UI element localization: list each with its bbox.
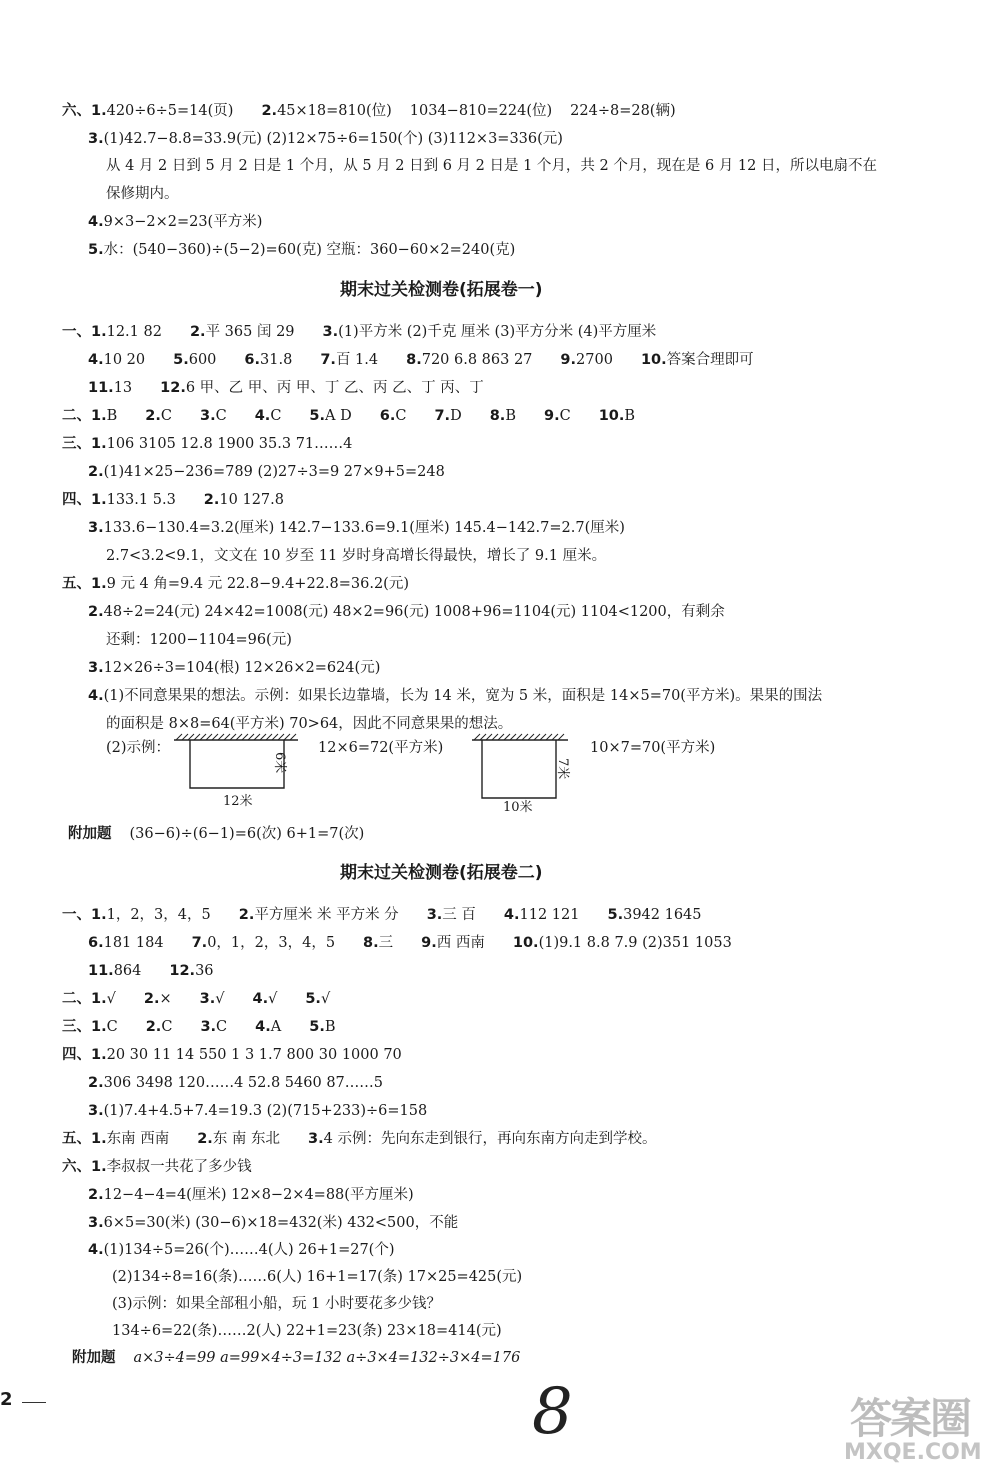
answer-line: 5.水：(540−360)÷(5−2)=60(克) 空瓶：360−60×2=240(克) — [88, 242, 516, 258]
answer-line: 二、1.√ 2.× 3.√ 4.√ 5.√ — [62, 991, 331, 1007]
answer-line: 6.181 184 7.0，1，2，3，4，5 8.三 9.西 西南 10.(1)9.1 8.8 7.9 (2)351 1053 — [88, 935, 732, 951]
answer-line: 3.133.6−130.4=3.2(厘米) 142.7−133.6=9.1(厘米) 145.4−142.7=2.7(厘米) — [88, 520, 625, 536]
answer-line: 3.(1)42.7−8.8=33.9(元) (2)12×75÷6=150(个) (3)112×3=336(元) — [88, 131, 563, 147]
answer-line: 3.12×26÷3=104(根) 12×26×2=624(元) — [88, 660, 381, 676]
watermark-url: MXQE.COM — [844, 1440, 982, 1465]
answer-line: 五、1.东南 西南 2.东 南 东北 3.4 示例：先向东走到银行，再向东南方向走到学校。 — [62, 1131, 657, 1147]
answer-line: 六、1.李叔叔一共花了多少钱 — [62, 1159, 252, 1175]
answer-line: 134÷6=22(条)……2(人) 22+1=23(条) 23×18=414(元) — [112, 1323, 502, 1339]
answer-line: 四、1.133.1 5.3 2.10 127.8 — [62, 492, 284, 508]
answer-line: 五、1.9 元 4 角=9.4 元 22.8−9.4+22.8=36.2(元) — [62, 576, 409, 592]
answer-line: 三、1.106 3105 12.8 1900 35.3 71……4 — [62, 436, 353, 452]
answer-line: 保修期内。 — [106, 186, 179, 202]
watermark-logo: 答案圈 — [850, 1394, 971, 1443]
answer-line: 二、1.B 2.C 3.C 4.C 5.A D 6.C 7.D 8.B 9.C 10.B — [62, 408, 636, 424]
answer-line: 2.12−4−4=4(厘米) 12×8−2×4=88(平方厘米) — [88, 1187, 414, 1203]
footer-rule — [22, 1402, 46, 1403]
answer-line: 4.10 20 5.600 6.31.8 7.百 1.4 8.720 6.8 863 27 9.2700 10.答案合理即可 — [88, 352, 754, 368]
figure-label: (2)示例： — [106, 740, 171, 756]
area-equation: 12×6=72(平方米) — [318, 740, 444, 756]
answer-line: 3.(1)7.4+4.5+7.4=19.3 (2)(715+233)÷6=158 — [88, 1103, 428, 1119]
answer-line: (2)134÷8=16(条)……6(人) 16+1=17(条) 17×25=425(元) — [112, 1269, 523, 1285]
bonus-line: 附加题 a×3÷4=99 a=99×4÷3=132 a÷3×4=132÷3×4=176 — [72, 1350, 521, 1366]
answer-line: 11.13 12.6 甲、乙 甲、丙 甲、丁 乙、丙 乙、丁 丙、丁 — [88, 380, 484, 396]
width-label: 12米 — [223, 794, 253, 809]
answer-line: 的面积是 8×8=64(平方米) 70>64，因此不同意果果的想法。 — [106, 716, 513, 732]
answer-line: 一、1.12.1 82 2.平 365 闰 29 3.(1)平方米 (2)千克 厘米 (3)平方分米 (4)平方厘米 — [62, 324, 657, 340]
answer-line: 四、1.20 30 11 14 550 1 3 1.7 800 30 1000 70 — [62, 1047, 402, 1063]
answer-line: 3.6×5=30(米) (30−6)×18=432(米) 432<500，不能 — [88, 1215, 459, 1231]
answer-line: 三、1.C 2.C 3.C 4.A 5.B — [62, 1019, 336, 1035]
answer-line: 六、1.420÷6÷5=14(页) 2.45×18=810(位) 1034−810=224(位) 224÷8=28(辆) — [62, 103, 676, 119]
answer-line: 2.48÷2=24(元) 24×42=1008(元) 48×2=96(元) 1008+96=1104(元) 1104<1200，有剩余 — [88, 604, 725, 620]
section-title: 期末过关检测卷(拓展卷二) — [340, 863, 543, 883]
answer-line: 11.864 12.36 — [88, 963, 214, 979]
height-label: 7米 — [555, 758, 570, 780]
answer-line: 4.(1)134÷5=26(个)……4(人) 26+1=27(个) — [88, 1242, 395, 1258]
answer-line: 4.(1)不同意果果的想法。示例：如果长边靠墙，长为 14 米，宽为 5 米，面积是 14×5=70(平方米)。果果的围法 — [88, 688, 823, 704]
answer-line: 2.306 3498 120……4 52.8 5460 87……5 — [88, 1075, 383, 1091]
answer-line: 2.7<3.2<9.1，文文在 10 岁至 11 岁时身高增长得最快，增长了 9.1 厘米。 — [106, 548, 607, 564]
bonus-line: 附加题 (36−6)÷(6−1)=6(次) 6+1=7(次) — [68, 826, 365, 842]
page-number: 2 — [0, 1389, 13, 1410]
handwritten-mark: 8 — [532, 1375, 573, 1449]
area-equation: 10×7=70(平方米) — [590, 740, 716, 756]
answer-line: 4.9×3−2×2=23(平方米) — [88, 214, 263, 230]
answer-line: 2.(1)41×25−236=789 (2)27÷3=9 27×9+5=248 — [88, 464, 445, 480]
answer-line: 一、1.1，2，3，4，5 2.平方厘米 米 平方米 分 3.三 百 4.112 121 5.3942 1645 — [62, 907, 702, 923]
height-label: 6米 — [272, 752, 287, 774]
answer-line: 从 4 月 2 日到 5 月 2 日是 1 个月，从 5 月 2 日到 6 月 2 日是 1 个月，共 2 个月，现在是 6 月 12 日，所以电扇不在 — [106, 158, 877, 174]
section-title: 期末过关检测卷(拓展卷一) — [340, 280, 543, 300]
answer-line: (3)示例：如果全部租小船，玩 1 小时要花多少钱？ — [112, 1296, 441, 1312]
width-label: 10米 — [503, 800, 533, 815]
answer-line: 还剩：1200−1104=96(元) — [106, 632, 292, 648]
